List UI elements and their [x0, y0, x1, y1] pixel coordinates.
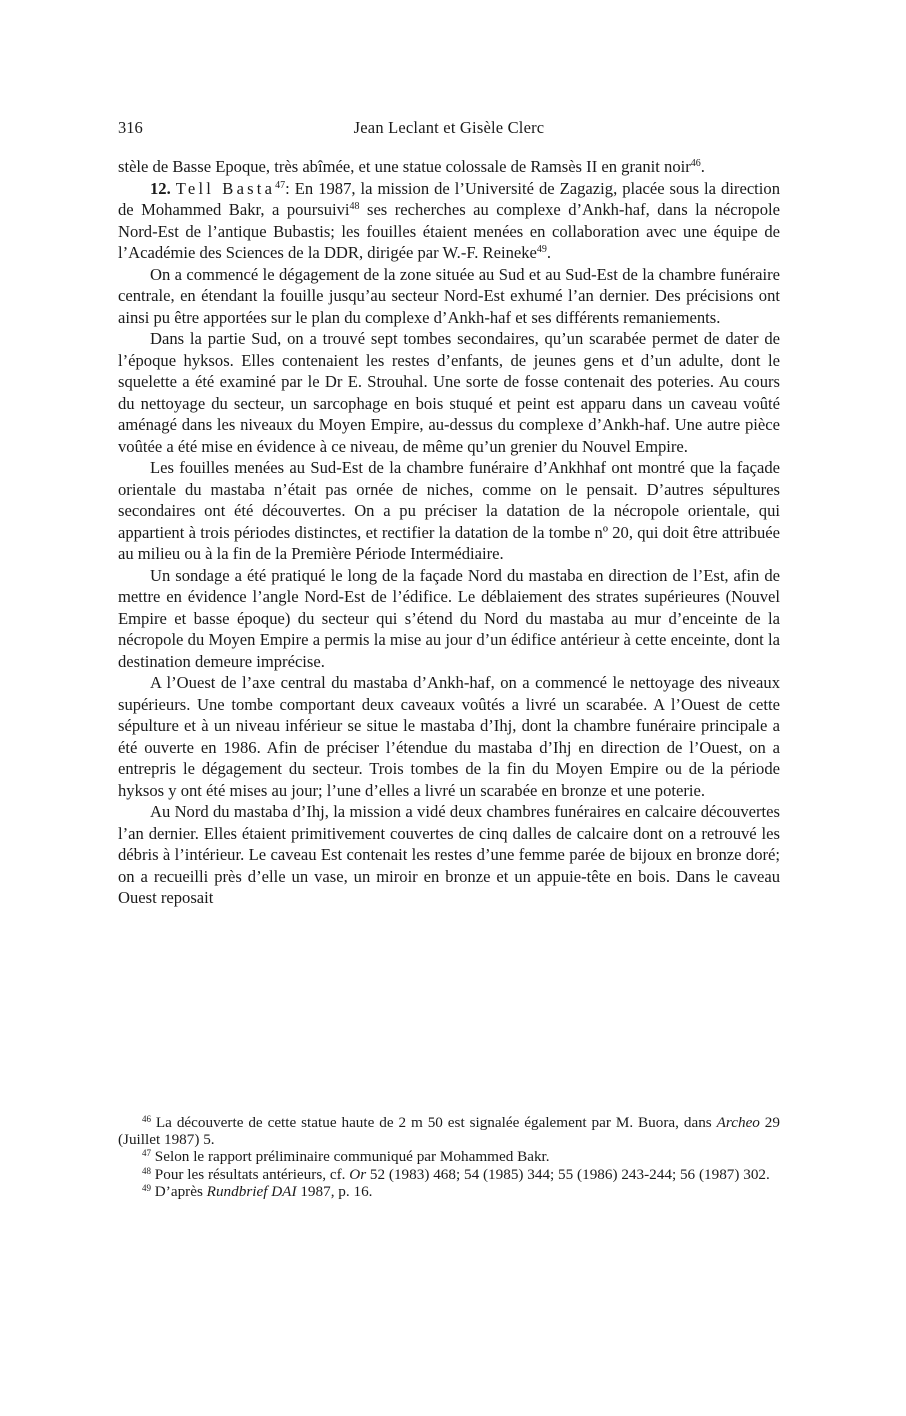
paragraph: Au Nord du mastaba d’Ihj, la mission a vidé deux chambres funéraires en calcaire découvertes l’an dernier. Elles étaient primitivement couvertes de cinq dalles de calcaire dont on a retrouvé les débris à l’intérieur. Le caveau Est contenait les restes d’une femme parée de bijoux en bronze doré; on a recueilli près d’elle un vase, un miroir en bronze et un appuie-tête en bois. Dans le caveau Ouest reposait: [118, 802, 780, 907]
footnote-number: 49: [142, 1182, 151, 1193]
footnote-text: Pour les résultats antérieurs, cf.: [151, 1165, 350, 1183]
footnote-ref: 49: [536, 244, 547, 255]
footnote-ref: 46: [690, 158, 701, 169]
page-number: 316: [118, 118, 143, 137]
site-name: Tell Basta: [175, 178, 276, 198]
footnote-49: [118, 1183, 780, 1200]
footnote-48: [118, 1166, 780, 1183]
page-header: [118, 112, 780, 138]
footnote-title: Rundbrief DAI: [206, 1182, 297, 1200]
paragraph: Les fouilles menées au Sud-Est de la chambre funéraire d’Ankhhaf ont montré que la façade orientale du mastaba n’était pas ornée de niches, comme on le pensait. D’autres sépultures secondaires ont été découvertes. On a pu préciser la datation de la nécropole orientale, qui appartient à trois périodes distinctes, et rectifier la datation de la tombe nº 20, qui doit être attribuée au milieu ou à la fin de la Première Période Intermédiaire.: [118, 458, 780, 563]
footnote-number: 46: [142, 1114, 151, 1124]
footnote-number: 48: [142, 1165, 151, 1176]
footnote-ref: 48: [349, 201, 360, 212]
paragraph-tell-basta: [118, 178, 780, 264]
footnote-title: Or: [349, 1165, 367, 1183]
footnote-number: 47: [142, 1148, 151, 1159]
footnote-46: [118, 1114, 780, 1148]
footnote-text: 52 (1983) 468; 54 (1985) 344; 55 (1986) 243-244; 56 (1987) 302.: [366, 1165, 770, 1183]
footnote-title: Archeo: [716, 1114, 760, 1131]
footnote-47: [118, 1148, 780, 1165]
paragraph-text: ses recherches au complexe d’Ankh-haf, dans la nécropole Nord-Est de l’antique Bubastis; les fouilles étaient menées en collaboration avec une équipe de l’Académie des Sciences de la DDR, dirigée par W.-F. Reineke: [118, 200, 780, 262]
section-number: 12.: [150, 178, 171, 198]
paragraph-text: : En 1987, la mission de l’Université de Zagazig, placée sous la direction de Mohammed Bakr, a poursuivi: [118, 178, 780, 219]
page-content: [118, 112, 780, 909]
footnote-ref: 47: [275, 179, 286, 191]
paragraph: Dans la partie Sud, on a trouvé sept tombes secondaires, qu’un scarabée permet de dater de l’époque hyksos. Elles contenaient les restes d’enfants, de jeunes gens et d’un adulte, dont le squelette a été examiné par le Dr E. Strouhal. Une sorte de fosse contenait des poteries. Au cours du nettoyage du secteur, un sarcophage en bois stuqué et peint est apparu dans un caveau voûté aménagé dans les niveaux du Moyen Empire, au-dessus du complexe d’Ankh-haf. Une autre pièce voûtée a été mise en évidence à ce niveau, de même qu’un grenier du Nouvel Empire.: [118, 329, 780, 456]
footnote-text: Selon le rapport préliminaire communiqué par Mohammed Bakr.: [151, 1148, 550, 1166]
paragraph: A l’Ouest de l’axe central du mastaba d’Ankh-haf, on a commencé le nettoyage des niveaux supérieurs. Une tombe comportant deux caveaux voûtés a livré un scarabée. A l’Ouest de cette sépulture et à un niveau inférieur se situe le mastaba d’Ihj, dont la chambre funéraire principale a été ouverte en 1986. Afin de préciser l’étendue du mastaba d’Ihj en direction de l’Ouest, on a entrepris le dégagement du secteur. Trois tombes de la fin du Moyen Empire ou de la période hyksos y ont été mises au jour; l’une d’elles a livré un scarabée en bronze et une poterie.: [118, 673, 780, 800]
paragraph: On a commencé le dégagement de la zone située au Sud et au Sud-Est de la chambre funéraire centrale, en étendant la fouille jusqu’au secteur Nord-Est exhumé l’an dernier. Des précisions ont ainsi pu être apportées sur le plan du complexe d’Ankh-haf et ses différents remaniements.: [118, 264, 780, 327]
paragraph: Un sondage a été pratiqué le long de la façade Nord du mastaba en direction de l’Est, afin de mettre en évidence l’angle Nord-Est de l’édifice. Le déblaiement des strates supérieures (Nouvel Empire et basse époque) du secteur qui s’étend du Nord du mastaba au mur d’enceinte de la nécropole du Moyen Empire a permis la mise au jour d’un édifice antérieur à cette enceinte, dont la destination demeure imprécise.: [118, 565, 780, 671]
paragraph-continuation: stèle de Basse Epoque, très abîmée, et une statue colossale de Ramsès II en granit noir$^{46}$.: [118, 157, 705, 176]
body-text: [118, 156, 780, 909]
running-title: Jean Leclant et Gisèle Clerc: [353, 118, 545, 137]
paragraph-text: .: [546, 243, 552, 262]
footnote-text: D’après: [151, 1182, 207, 1200]
footnotes: [118, 1114, 780, 1200]
paragraph-text: stèle de Basse Epoque, très abîmée, et une statue colossale de Ramsès II en granit noir: [118, 157, 691, 176]
footnote-text: 1987, p. 16.: [296, 1182, 373, 1200]
footnote-text: La découverte de cette statue haute de 2 m 50 est signalée également par M. Buora, dans: [151, 1114, 717, 1131]
footnote-text: 29 (Juillet 1987) 5.: [118, 1114, 780, 1149]
